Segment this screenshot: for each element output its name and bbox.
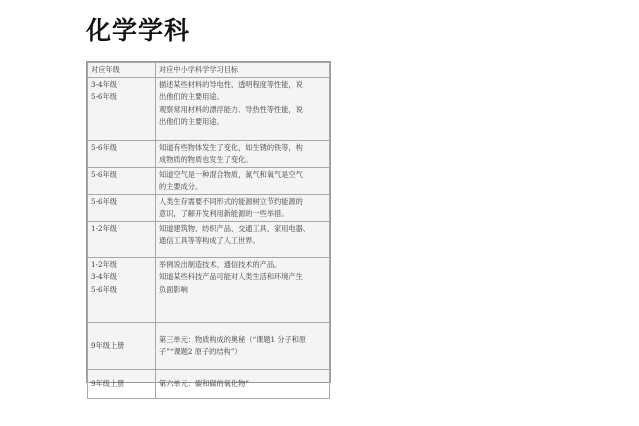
table-row [88, 322, 330, 369]
goal-text: 知道某些科技产品可能对人类生活和环境产生 [159, 272, 303, 281]
grade-label: 3-4年级 [91, 272, 117, 281]
table-row [88, 77, 330, 140]
header-goal: 对应中小学科学学习目标 [156, 63, 330, 78]
goal-text: 出他们的主要用途。 [159, 92, 224, 101]
goal-text: 出他们的主要用途。 [159, 117, 224, 126]
table-row [88, 369, 330, 398]
header-grade: 对应年级 [88, 63, 156, 78]
goal-cell [156, 194, 330, 221]
table-row [88, 140, 330, 167]
grade-label: 9年级上册 [91, 340, 125, 350]
goal-text: 人类生存需要不同形式的能源树立节约能源的 [159, 196, 303, 206]
grade-cell [88, 221, 156, 257]
grade-label: 9年级上册 [91, 378, 125, 388]
grade-label: 5-6年级 [91, 196, 117, 206]
table-row [88, 257, 330, 322]
grade-cell [88, 322, 156, 369]
grade-cell [88, 194, 156, 221]
grade-label: 5-6年级 [91, 142, 117, 152]
table-row [88, 194, 330, 221]
grade-label: 5-6年级 [91, 284, 117, 294]
grade-cell [88, 77, 156, 140]
grade-label: 3-4年级 [91, 79, 117, 89]
grade-cell [88, 167, 156, 194]
goal-text: 知道空气是一种混合物质，氮气和氧气是空气 [159, 169, 303, 179]
goal-cell [156, 369, 330, 398]
goal-text: 知道有些物体发生了变化，如生锈的铁等，构 [159, 142, 303, 152]
goal-text: 子”“课题2 原子的结构”） [159, 347, 242, 356]
goal-text: 负面影响 [159, 284, 188, 294]
goal-cell [156, 167, 330, 194]
goal-text: 通信工具等等构成了人工世界。 [159, 236, 260, 245]
goal-text: 第六单元：碳和碳的氧化物” [159, 378, 249, 388]
goal-text: 的主要成分。 [159, 182, 203, 191]
goal-text: 意识，了解开发利用新能源的一些举措。 [159, 209, 289, 218]
grade-label: 5-6年级 [91, 169, 117, 179]
table-row [88, 167, 330, 194]
goal-text: 举例说出制造技术、通信技术的产品。 [159, 259, 282, 269]
grade-label: 1-2年级 [91, 259, 117, 269]
grade-cell [88, 369, 156, 398]
page-title: 化学学科 [86, 16, 191, 45]
goal-cell [156, 322, 330, 369]
goal-text: 知道建筑物、纺织产品、交通工具、家用电器、 [159, 223, 310, 233]
goal-cell [156, 77, 330, 140]
goal-cell [156, 140, 330, 167]
curriculum-table [87, 62, 330, 399]
grade-cell [88, 140, 156, 167]
table-row [88, 221, 330, 257]
goal-text: 成物质的物质也发生了变化。 [159, 155, 253, 164]
grade-label: 1-2年级 [91, 223, 117, 233]
goal-cell [156, 221, 330, 257]
goal-text: 观察常用材料的漂浮能力、导热性等性能，说 [159, 104, 303, 114]
goal-text: 第三单元：物质构成的奥秘（“课题1 分子和原 [159, 334, 307, 344]
goal-cell [156, 257, 330, 322]
goal-text: 描述某些材料的导电性、透明程度等性能，说 [159, 79, 303, 89]
grade-cell [88, 257, 156, 322]
curriculum-table-image [86, 61, 331, 388]
grade-label: 5-6年级 [91, 92, 117, 101]
table-header-row [88, 63, 330, 78]
